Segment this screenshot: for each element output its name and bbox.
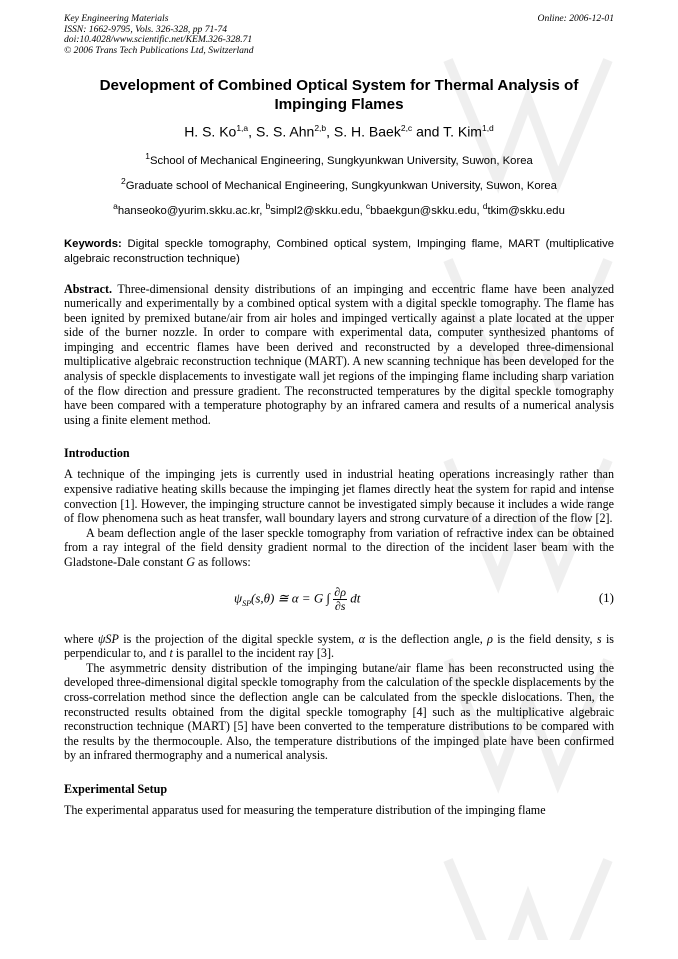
section-heading-experimental: Experimental Setup [64, 781, 168, 796]
paper-page [64, 14, 614, 818]
abstract-text: Three-dimensional density distributions of an impinging and eccentric flame have been analyzed numerically and experimentally by a combined optical system with a digital speckle tomography. The flame has been ignited by premixed butane/air from air holes and impinged vertically against a plate located at the upper side of the burner nozzle. In order to compare with experimental data, computer synthesized phantoms of impinging and eccentric flames have been derived and reconstructed by a developed three-dimensional multiplicative algebraic reconstruction technique (MART). A new scanning technique has been developed for the analysis of speckle displacements to investigate wall jet regions of the impinging flame including sharp variation of the flow direction and pressure gradient. The reconstructed temperatures by the digital speckle tomography have been compared with a temperature photography by an infrared camera and results of a numerical analysis using a finite element method. [64, 281, 614, 427]
journal-header [64, 14, 614, 56]
abstract [64, 282, 614, 428]
paper-title: Development of Combined Optical System for Thermal Analysis of Impinging Flames [99, 77, 579, 114]
paragraph: The experimental apparatus used for measuring the temperature distribution of the impinging flame [64, 802, 546, 817]
affiliation-1: $^1$School of Mechanical Engineering, Sungkyunkwan University, Suwon, Korea [145, 151, 533, 167]
section-heading-introduction: Introduction [64, 446, 130, 461]
equation-1 [64, 580, 614, 620]
abstract-label: Abstract. [64, 281, 113, 296]
author-name: T. Kim [443, 124, 482, 141]
author-emails: $^a$hanseoko@yurim.skku.ac.kr, $^b$simpl2@skku.edu, $^c$bbaekgun@skku.edu, $^d$tkim@skku.edu [113, 200, 565, 217]
journal-name: Key Engineering Materials [64, 13, 169, 24]
author-affil-mark: 2,b [314, 123, 327, 134]
keywords [64, 237, 614, 266]
author-affil-mark: 1,a [236, 123, 249, 134]
journal-doi: doi:10.4028/www.scientific.net/KEM.326-328.71 [64, 34, 253, 46]
email-link[interactable]: bbaekgun@skku.edu [370, 204, 477, 217]
email-link[interactable]: tkim@skku.edu [487, 204, 565, 217]
paragraph: A beam deflection angle of the laser speckle tomography from variation of refractive index can be obtained from a ray integral of the field density gradient normal to the direction of the incident laser beam with the Gladstone-Dale constant G as follows: [64, 525, 614, 570]
equation-expression: $\psi_{SP}(s,\theta)$ ≅ α = G ∫ $\frac{\partial\rho}{\partial s}$ dt [234, 584, 361, 613]
author-name: S. S. Ahn [255, 124, 315, 141]
email-link[interactable]: simpl2@skku.edu [270, 204, 360, 217]
keywords-text: Digital speckle tomography, Combined optical system, Impinging flame, MART (multiplicative algebraic reconstruction technique) [64, 238, 614, 265]
paragraph: The asymmetric density distribution of the impinging butane/air flame has been reconstructed using the developed three-dimensional digital speckle tomography from the calculation of the speckle displacements by the cross-correlation method since the deflection angle can be calculated from the speckle dislocations. Then, the reconstructed results obtained from the digital speckle tomography [4] such as the multiplicative algebraic reconstruction technique (MART) [5] have been converted to the temperature distributions to be compared with the results by the thermocouple. Also, the temperature distributions of the impinged plate have been confirmed by an infrared thermography and a numerical analysis. [64, 660, 614, 763]
journal-copyright: © 2006 Trans Tech Publications Ltd, Switzerland [64, 44, 254, 56]
online-date: Online: 2006-12-01 [537, 13, 614, 24]
equation-number: (1) [598, 589, 614, 605]
author-name: H. S. Ko [184, 124, 237, 141]
affiliation-2: $^2$Graduate school of Mechanical Engineering, Sungkyunkwan University, Suwon, Korea [121, 175, 557, 192]
author-affil-mark: 1,d [481, 123, 494, 134]
keywords-label: Keywords: [64, 238, 122, 251]
paragraph: A technique of the impinging jets is currently used in industrial heating operations increasingly rather than expensive radiative heating skills because the impinging jet flames directly heat the system for rapid and intense convection [1]. However, the impinging structure cannot be investigated simply because it includes a wide range of flow phenomena such as heat transfer, wall boundary layers and strong curvature of a direction of the flow [2]. [64, 467, 614, 526]
journal-issn: ISSN: 1662-9795, Vols. 326-328, pp 71-74 [64, 23, 228, 35]
email-link[interactable]: hanseoko@yurim.skku.ac.kr [117, 204, 260, 217]
author-name: S. H. Baek [333, 124, 401, 141]
author-affil-mark: 2,c [400, 123, 413, 134]
author-list: H. S. Ko$^{1,a}$, S. S. Ahn$^{2,b}$, S. H. Baek$^{2,c}$ and T. Kim$^{1,d}$ [184, 123, 494, 141]
paragraph: where ψSP is the projection of the digital speckle system, α is the deflection angle, ρ is the field density, s is perpendicular to, and t is parallel to the incident ray [3]. [64, 631, 615, 661]
